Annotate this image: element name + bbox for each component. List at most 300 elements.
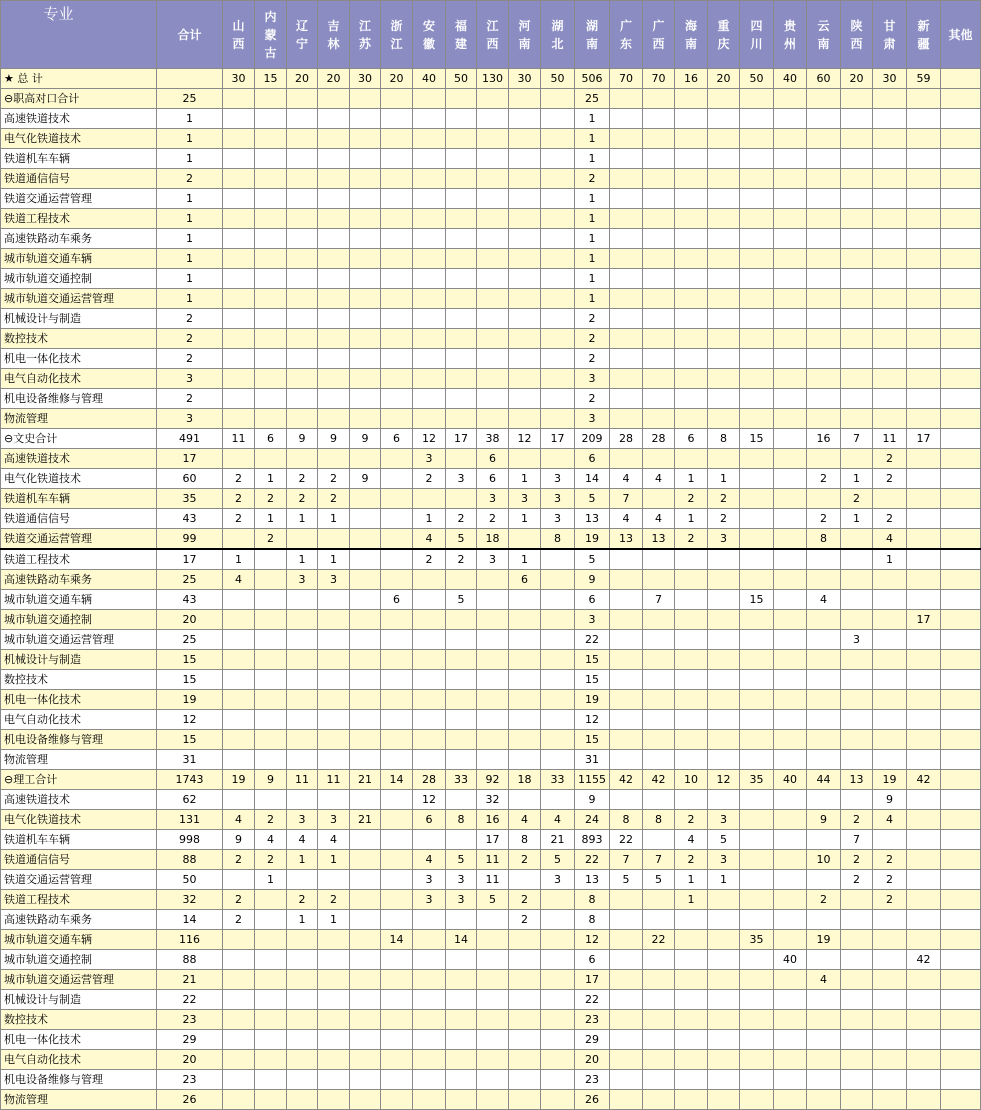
province-count-cell <box>643 690 675 710</box>
province-count-cell <box>941 1050 981 1070</box>
province-count-cell <box>807 129 841 149</box>
major-name-cell: 铁道工程技术 <box>1 209 157 229</box>
province-count-cell <box>941 670 981 690</box>
major-name-cell: 铁道通信信号 <box>1 169 157 189</box>
province-count-cell: 16 <box>807 429 841 449</box>
province-count-cell: 17 <box>446 429 477 449</box>
province-count-cell <box>907 1030 941 1050</box>
province-count-cell <box>610 209 643 229</box>
province-count-cell <box>907 309 941 329</box>
province-count-cell <box>643 1010 675 1030</box>
province-count-cell <box>255 1050 287 1070</box>
province-count-cell <box>774 389 807 409</box>
province-count-cell <box>413 570 446 590</box>
header-province <box>381 1 413 69</box>
province-count-cell <box>350 990 381 1010</box>
province-count-cell <box>223 129 255 149</box>
province-count-cell <box>873 209 907 229</box>
province-count-cell <box>941 610 981 630</box>
province-count-cell <box>413 650 446 670</box>
province-count-cell <box>413 249 446 269</box>
province-count-cell <box>610 189 643 209</box>
province-count-cell: 20 <box>318 69 350 89</box>
table-row <box>1 549 981 570</box>
province-count-cell: 7 <box>841 429 873 449</box>
province-count-cell <box>350 209 381 229</box>
province-count-cell <box>541 269 575 289</box>
province-count-cell: 4 <box>873 810 907 830</box>
province-count-cell <box>708 449 740 469</box>
province-count-cell <box>807 89 841 109</box>
province-count-cell <box>541 970 575 990</box>
province-count-cell <box>907 349 941 369</box>
province-count-cell: 1155 <box>575 770 610 790</box>
province-count-cell <box>941 710 981 730</box>
province-count-cell <box>873 910 907 930</box>
province-count-cell <box>740 1070 774 1090</box>
province-count-cell <box>675 750 708 770</box>
province-count-cell: 8 <box>541 529 575 550</box>
major-name-cell: 电气自动化技术 <box>1 369 157 389</box>
province-count-cell <box>413 109 446 129</box>
province-count-cell <box>907 169 941 189</box>
province-count-cell <box>446 750 477 770</box>
header-province-label: 山 西 <box>232 18 245 51</box>
province-count-cell: 2 <box>413 469 446 489</box>
province-count-cell: 11 <box>477 870 509 890</box>
header-province <box>873 1 907 69</box>
province-count-cell <box>643 830 675 850</box>
province-count-cell: 4 <box>643 469 675 489</box>
province-count-cell <box>287 529 318 550</box>
major-name-cell: 高速铁道技术 <box>1 790 157 810</box>
province-count-cell <box>287 630 318 650</box>
province-count-cell <box>841 570 873 590</box>
province-count-cell <box>774 570 807 590</box>
province-count-cell: 1 <box>287 850 318 870</box>
province-count-cell <box>841 189 873 209</box>
province-count-cell <box>350 1070 381 1090</box>
province-count-cell <box>318 870 350 890</box>
province-count-cell <box>774 129 807 149</box>
province-count-cell: 3 <box>575 409 610 429</box>
province-count-cell <box>740 990 774 1010</box>
province-count-cell: 4 <box>255 830 287 850</box>
province-count-cell <box>413 1030 446 1050</box>
province-count-cell <box>941 269 981 289</box>
province-count-cell <box>708 369 740 389</box>
province-count-cell <box>841 229 873 249</box>
province-count-cell <box>610 1030 643 1050</box>
province-count-cell: 13 <box>610 529 643 550</box>
province-count-cell: 6 <box>477 449 509 469</box>
province-count-cell <box>907 129 941 149</box>
header-province-label: 甘 肃 <box>883 18 896 51</box>
province-count-cell <box>287 610 318 630</box>
major-name-cell: 高速铁道技术 <box>1 449 157 469</box>
province-count-cell <box>907 790 941 810</box>
province-count-cell <box>446 910 477 930</box>
province-count-cell <box>223 309 255 329</box>
province-count-cell <box>941 850 981 870</box>
province-count-cell: 3 <box>509 489 541 509</box>
province-count-cell <box>643 349 675 369</box>
province-count-cell: 70 <box>610 69 643 89</box>
province-count-cell <box>610 129 643 149</box>
province-count-cell <box>708 309 740 329</box>
province-count-cell <box>941 930 981 950</box>
row-total-cell: 23 <box>157 1010 223 1030</box>
province-count-cell: 3 <box>477 549 509 570</box>
province-count-cell: 1 <box>575 149 610 169</box>
province-count-cell <box>350 970 381 990</box>
province-count-cell <box>509 529 541 550</box>
province-count-cell <box>841 670 873 690</box>
province-count-cell <box>541 570 575 590</box>
province-count-cell <box>774 850 807 870</box>
province-count-cell <box>643 169 675 189</box>
province-count-cell <box>708 269 740 289</box>
major-name-cell: 铁道通信信号 <box>1 850 157 870</box>
province-count-cell <box>740 149 774 169</box>
major-name-cell: 机电一体化技术 <box>1 349 157 369</box>
header-province <box>675 1 708 69</box>
row-total-cell: 60 <box>157 469 223 489</box>
province-count-cell <box>643 489 675 509</box>
province-count-cell <box>873 690 907 710</box>
province-count-cell <box>223 409 255 429</box>
header-total-label: 合计 <box>177 27 202 42</box>
province-count-cell <box>708 950 740 970</box>
province-count-cell <box>807 910 841 930</box>
province-count-cell <box>413 1050 446 1070</box>
province-count-cell <box>675 990 708 1010</box>
province-count-cell <box>708 189 740 209</box>
row-total-cell: 25 <box>157 89 223 109</box>
table-row <box>1 509 981 529</box>
province-count-cell: 2 <box>873 890 907 910</box>
province-count-cell <box>477 650 509 670</box>
province-count-cell <box>509 790 541 810</box>
province-count-cell <box>255 229 287 249</box>
province-count-cell <box>413 89 446 109</box>
province-count-cell <box>477 1070 509 1090</box>
province-count-cell <box>675 690 708 710</box>
province-count-cell <box>675 930 708 950</box>
province-count-cell <box>873 710 907 730</box>
province-count-cell <box>807 449 841 469</box>
province-count-cell: 33 <box>541 770 575 790</box>
province-count-cell <box>907 910 941 930</box>
province-count-cell <box>255 690 287 710</box>
province-count-cell <box>318 1010 350 1030</box>
province-count-cell: 3 <box>708 810 740 830</box>
province-count-cell <box>318 169 350 189</box>
header-province-label: 江 西 <box>486 18 499 51</box>
province-count-cell <box>287 1050 318 1070</box>
province-count-cell: 1 <box>318 910 350 930</box>
province-count-cell <box>873 329 907 349</box>
province-count-cell: 12 <box>509 429 541 449</box>
province-count-cell <box>350 89 381 109</box>
province-count-cell <box>941 189 981 209</box>
province-count-cell <box>941 89 981 109</box>
province-count-cell <box>477 610 509 630</box>
row-total-cell: 1 <box>157 229 223 249</box>
province-count-cell <box>477 970 509 990</box>
province-count-cell: 2 <box>223 509 255 529</box>
province-count-cell <box>873 349 907 369</box>
province-count-cell <box>287 970 318 990</box>
province-count-cell <box>255 990 287 1010</box>
province-count-cell <box>255 149 287 169</box>
province-count-cell <box>509 870 541 890</box>
table-row <box>1 650 981 670</box>
province-count-cell: 1 <box>287 910 318 930</box>
province-count-cell <box>287 790 318 810</box>
province-count-cell: 59 <box>907 69 941 89</box>
province-count-cell <box>708 650 740 670</box>
province-count-cell <box>477 990 509 1010</box>
province-count-cell <box>318 1050 350 1070</box>
major-name-cell: 机电设备维修与管理 <box>1 730 157 750</box>
province-count-cell <box>610 289 643 309</box>
province-count-cell <box>541 590 575 610</box>
province-count-cell <box>350 690 381 710</box>
province-count-cell <box>413 329 446 349</box>
province-count-cell <box>541 730 575 750</box>
province-count-cell <box>446 409 477 429</box>
province-count-cell <box>287 950 318 970</box>
header-province <box>223 1 255 69</box>
province-count-cell <box>446 630 477 650</box>
major-name-cell: 机电一体化技术 <box>1 1030 157 1050</box>
province-count-cell: 16 <box>675 69 708 89</box>
province-count-cell <box>774 249 807 269</box>
province-count-cell: 14 <box>446 930 477 950</box>
province-count-cell <box>774 349 807 369</box>
province-count-cell <box>541 169 575 189</box>
province-count-cell <box>381 870 413 890</box>
province-count-cell: 9 <box>575 790 610 810</box>
province-count-cell <box>223 650 255 670</box>
province-count-cell <box>675 549 708 570</box>
province-count-cell <box>477 309 509 329</box>
province-count-cell <box>643 610 675 630</box>
province-count-cell <box>675 389 708 409</box>
province-count-cell: 17 <box>477 830 509 850</box>
province-count-cell <box>740 369 774 389</box>
province-count-cell <box>413 349 446 369</box>
province-count-cell <box>610 449 643 469</box>
province-count-cell <box>509 149 541 169</box>
province-count-cell <box>907 930 941 950</box>
province-count-cell <box>774 1010 807 1030</box>
major-name-cell: 城市轨道交通运营管理 <box>1 970 157 990</box>
province-count-cell <box>223 1010 255 1030</box>
province-count-cell: 6 <box>477 469 509 489</box>
province-count-cell <box>255 630 287 650</box>
province-count-cell <box>477 189 509 209</box>
province-count-cell: 3 <box>287 810 318 830</box>
province-count-cell <box>477 369 509 389</box>
major-name-cell: 铁道交通运营管理 <box>1 870 157 890</box>
province-count-cell <box>509 1030 541 1050</box>
province-count-cell <box>446 570 477 590</box>
province-count-cell <box>509 730 541 750</box>
province-count-cell <box>740 630 774 650</box>
province-count-cell <box>413 209 446 229</box>
province-count-cell <box>873 409 907 429</box>
province-count-cell <box>446 1070 477 1090</box>
province-count-cell <box>350 289 381 309</box>
province-count-cell <box>381 570 413 590</box>
province-count-cell <box>740 349 774 369</box>
province-count-cell <box>941 1010 981 1030</box>
province-count-cell: 9 <box>223 830 255 850</box>
province-count-cell <box>907 730 941 750</box>
province-count-cell <box>477 89 509 109</box>
province-count-cell <box>509 329 541 349</box>
province-count-cell <box>255 970 287 990</box>
table-row <box>1 1070 981 1090</box>
province-count-cell <box>643 209 675 229</box>
province-count-cell: 7 <box>841 830 873 850</box>
province-count-cell <box>841 209 873 229</box>
province-count-cell <box>740 169 774 189</box>
province-count-cell <box>841 449 873 469</box>
province-count-cell: 6 <box>381 429 413 449</box>
province-count-cell: 4 <box>413 850 446 870</box>
province-count-cell: 21 <box>541 830 575 850</box>
province-count-cell <box>350 369 381 389</box>
province-count-cell <box>740 329 774 349</box>
table-row <box>1 389 981 409</box>
province-count-cell <box>675 349 708 369</box>
province-count-cell <box>350 129 381 149</box>
province-count-cell <box>740 1050 774 1070</box>
province-count-cell <box>675 109 708 129</box>
province-count-cell <box>774 229 807 249</box>
province-count-cell <box>774 269 807 289</box>
province-count-cell <box>541 149 575 169</box>
province-count-cell <box>841 269 873 289</box>
province-count-cell <box>287 189 318 209</box>
province-count-cell <box>643 329 675 349</box>
province-count-cell <box>774 429 807 449</box>
province-count-cell <box>541 890 575 910</box>
table-row <box>1 329 981 349</box>
province-count-cell <box>381 730 413 750</box>
subtotal-row <box>1 429 981 449</box>
province-count-cell: 4 <box>287 830 318 850</box>
province-count-cell: 20 <box>708 69 740 89</box>
province-count-cell: 2 <box>223 469 255 489</box>
province-count-cell <box>907 269 941 289</box>
province-count-cell <box>675 149 708 169</box>
major-name-cell: 城市轨道交通车辆 <box>1 930 157 950</box>
province-count-cell <box>873 1030 907 1050</box>
province-count-cell: 25 <box>575 89 610 109</box>
province-count-cell <box>381 850 413 870</box>
province-count-cell <box>807 249 841 269</box>
province-count-cell <box>643 129 675 149</box>
province-count-cell <box>774 890 807 910</box>
province-count-cell <box>841 129 873 149</box>
province-count-cell <box>807 369 841 389</box>
province-count-cell <box>740 469 774 489</box>
province-count-cell <box>287 249 318 269</box>
province-count-cell <box>610 990 643 1010</box>
province-count-cell <box>413 1090 446 1110</box>
row-total-cell: 43 <box>157 509 223 529</box>
major-name-cell: 机电设备维修与管理 <box>1 389 157 409</box>
province-count-cell <box>941 329 981 349</box>
province-count-cell <box>255 750 287 770</box>
row-total-cell <box>157 69 223 89</box>
row-total-cell: 2 <box>157 349 223 369</box>
province-count-cell <box>287 209 318 229</box>
province-count-cell <box>740 449 774 469</box>
province-count-cell <box>841 610 873 630</box>
province-count-cell: 4 <box>807 970 841 990</box>
province-count-cell <box>708 930 740 950</box>
table-row <box>1 890 981 910</box>
province-count-cell: 2 <box>223 890 255 910</box>
province-count-cell <box>477 670 509 690</box>
province-count-cell: 22 <box>575 630 610 650</box>
province-count-cell <box>610 269 643 289</box>
province-count-cell <box>807 1070 841 1090</box>
province-count-cell: 2 <box>873 469 907 489</box>
province-count-cell <box>807 1090 841 1110</box>
province-count-cell <box>381 710 413 730</box>
province-count-cell <box>907 469 941 489</box>
province-count-cell: 9 <box>873 790 907 810</box>
province-count-cell <box>255 409 287 429</box>
province-count-cell <box>477 1050 509 1070</box>
province-count-cell <box>610 1070 643 1090</box>
province-count-cell <box>907 229 941 249</box>
province-count-cell: 3 <box>446 469 477 489</box>
province-count-cell <box>740 549 774 570</box>
province-count-cell <box>381 209 413 229</box>
province-count-cell <box>477 950 509 970</box>
province-count-cell <box>774 990 807 1010</box>
province-count-cell: 12 <box>413 429 446 449</box>
major-name-cell: 机电一体化技术 <box>1 690 157 710</box>
province-count-cell <box>318 529 350 550</box>
province-count-cell <box>381 630 413 650</box>
province-count-cell <box>477 690 509 710</box>
province-count-cell: 1 <box>287 549 318 570</box>
province-count-cell <box>841 790 873 810</box>
province-count-cell <box>708 409 740 429</box>
province-count-cell <box>841 349 873 369</box>
table-row <box>1 1010 981 1030</box>
province-count-cell <box>541 389 575 409</box>
province-count-cell <box>255 129 287 149</box>
province-count-cell <box>643 890 675 910</box>
province-count-cell: 1 <box>318 850 350 870</box>
province-count-cell <box>841 1090 873 1110</box>
province-count-cell <box>610 890 643 910</box>
province-count-cell: 1 <box>287 509 318 529</box>
province-count-cell <box>223 189 255 209</box>
province-count-cell <box>287 930 318 950</box>
province-count-cell <box>807 109 841 129</box>
table-row <box>1 990 981 1010</box>
